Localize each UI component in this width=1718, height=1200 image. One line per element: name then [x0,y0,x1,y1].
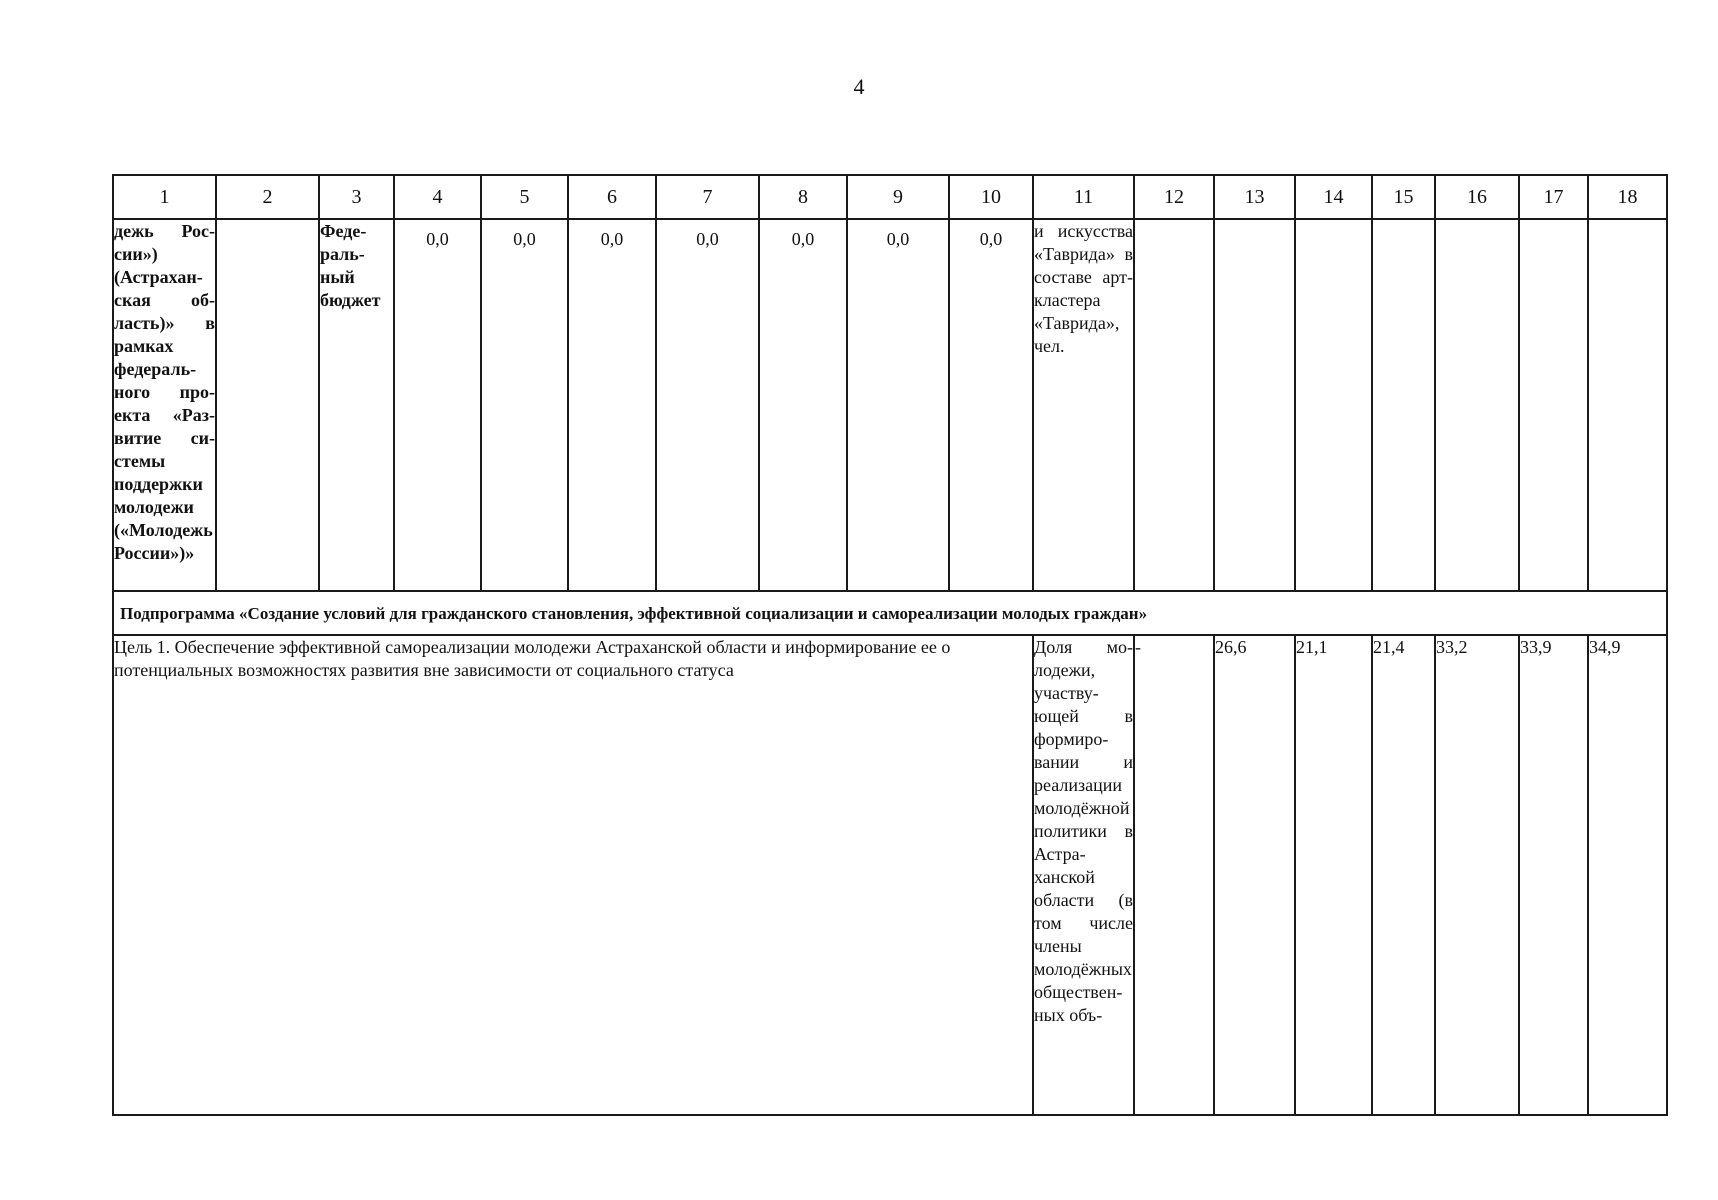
indicator-table [112,174,1668,1116]
header-cell: 9 [847,175,949,219]
empty-cell [1435,219,1519,591]
goal-row [113,635,1667,1115]
header-cell: 2 [216,175,319,219]
header-cell: 10 [949,175,1033,219]
value-cell: 0,0 [481,219,568,591]
header-cell: 5 [481,175,568,219]
empty-cell [1134,219,1214,591]
header-cell: 16 [1435,175,1519,219]
value-cell: 0,0 [568,219,656,591]
value-cell: 33,2 [1435,635,1519,1115]
value-cell: 33,9 [1519,635,1588,1115]
value-cell: 0,0 [656,219,759,591]
header-cell: 7 [656,175,759,219]
header-cell: 4 [394,175,481,219]
value-cell: 26,6 [1214,635,1295,1115]
table-header-row [113,175,1667,219]
header-cell: 14 [1295,175,1372,219]
empty-cell [1295,219,1372,591]
header-cell: 3 [319,175,394,219]
header-cell: 6 [568,175,656,219]
value-cell: 0,0 [394,219,481,591]
indicator-name-cell: Доля молодежи, участвующей в формировании и реализации молодёжной политики в Астраханской области (в том числе члены молодёжных общественных объ- [1033,635,1134,1115]
header-cell: 18 [1588,175,1667,219]
subprogram-row [113,591,1667,635]
empty-cell [1372,219,1435,591]
header-cell: 17 [1519,175,1588,219]
value-cell: 0,0 [949,219,1033,591]
empty-cell [1519,219,1588,591]
header-cell: 15 [1372,175,1435,219]
header-cell: 8 [759,175,847,219]
funding-source-cell: Федеральный бюджет [319,219,394,591]
empty-cell [1588,219,1667,591]
goal-text: Цель 1. Обеспечение эффективной самореализации молодежи Астраханской области и информирование ее о потенциальных возможностях развития вне зависимости от социального статуса [113,635,1033,1115]
header-cell: 13 [1214,175,1295,219]
header-cell: 11 [1033,175,1134,219]
header-cell: 12 [1134,175,1214,219]
value-cell: 21,1 [1295,635,1372,1115]
value-cell: 0,0 [847,219,949,591]
event-name-cell: дежь России») (Астраханская область)» в рамках федерального проекта «Развитие системы поддержки молодежи («Молодежь России»)» [113,219,216,591]
header-cell: 1 [113,175,216,219]
page-number: 4 [853,74,865,99]
empty-cell [1214,219,1295,591]
value-cell: 21,4 [1372,635,1435,1115]
value-cell: 34,9 [1588,635,1667,1115]
subprogram-title: Подпрограмма «Создание условий для гражданского становления, эффективной социализации и самореализации молодых граждан» [113,591,1667,635]
value-cell: 0,0 [759,219,847,591]
indicator-name-cell: и искусства «Таврида» в составе арт-кластера «Таврида», чел. [1033,219,1134,591]
value-cell: - [1134,635,1214,1115]
executor-cell [216,219,319,591]
table-row [113,219,1667,591]
